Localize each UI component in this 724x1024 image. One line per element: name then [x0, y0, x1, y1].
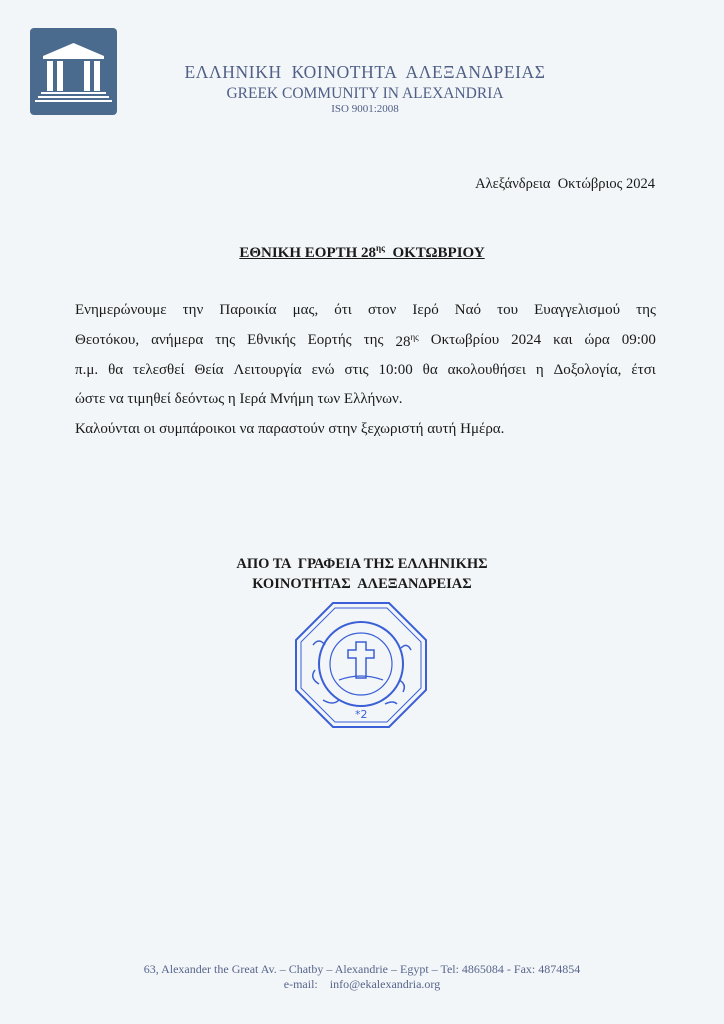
body-word: ακολουθήσει	[447, 362, 526, 378]
body-word: Οκτωβρίου	[430, 332, 500, 348]
signature-line-2: ΚΟΙΝΟΤΗΤΑΣ ΑΛΕΞΑΝΔΡΕΙΑΣ	[252, 576, 472, 592]
body-line-2	[75, 332, 656, 351]
email-label: e-mail:	[283, 977, 318, 991]
body-word: 10:00	[378, 362, 413, 378]
footer-email-row	[0, 977, 724, 992]
body-word: Ιερό	[412, 302, 439, 318]
body-word: π.μ.	[75, 362, 99, 378]
body-word: η	[535, 362, 544, 378]
body-line-4	[75, 391, 656, 408]
body-word: στις	[344, 362, 369, 378]
body-word: Θεία	[194, 362, 224, 378]
body-word: Δοξολογία,	[553, 362, 622, 378]
body-word: έτσι	[631, 362, 656, 378]
svg-text:*2: *2	[355, 708, 368, 721]
body-text: Καλούνται οι συμπάροικοι να παραστούν στην ξεχωριστή αυτή Ημέρα.	[75, 421, 505, 437]
body-word: της	[363, 332, 384, 348]
body-word: Λειτουργία	[233, 362, 302, 378]
body-line-5	[75, 421, 656, 438]
body-word: του	[497, 302, 519, 318]
body-word: θα	[422, 362, 438, 378]
body-word: Ευαγγελισμού	[534, 302, 621, 318]
body-word: Θεοτόκου,	[75, 332, 140, 348]
body-word: ενώ	[311, 362, 335, 378]
body-word: της	[636, 302, 656, 318]
document-subject	[0, 243, 724, 262]
body-word: μας,	[292, 302, 319, 318]
org-title-greek: ΕΛΛΗΝΙΚΗ ΚΟΙΝΟΤΗΤΑ ΑΛΕΞΑΝΔΡΕΙΑΣ	[184, 62, 546, 82]
body-word: 2024	[511, 332, 542, 348]
body-word: ότι	[334, 302, 352, 318]
body-line-1	[75, 302, 656, 319]
body-word: την	[182, 302, 204, 318]
subject-text: ΕΘΝΙΚΗ ΕΟΡΤΗ 28	[239, 245, 377, 261]
signature-line-1: ΑΠΟ ΤΑ ΓΡΑΦΕΙΑ ΤΗΣ ΕΛΛΗΝΙΚΗΣ	[236, 556, 488, 572]
body-word: Παροικία	[219, 302, 277, 318]
body-word: Ενημερώνουμε	[75, 302, 167, 318]
body-word: θα	[108, 362, 124, 378]
org-title-english: GREEK COMMUNITY IN ALEXANDRIA	[226, 85, 504, 102]
email-link[interactable]: info@ekalexandria.org	[329, 977, 441, 991]
body-word: και	[553, 332, 573, 348]
body-word: $28^{\eta\varsigma}$	[395, 332, 419, 350]
body-word: Ναό	[454, 302, 481, 318]
body-line-3	[75, 362, 656, 379]
body-word: της	[215, 332, 236, 348]
body-word: ώρα	[584, 332, 610, 348]
body-word: τελεσθεί	[133, 362, 185, 378]
subject-text-end: ΟΚΤΩΒΡΙΟΥ	[384, 245, 485, 261]
body-word: Εορτής	[307, 332, 352, 348]
body-text: ώστε να τιμηθεί δεόντως η Ιερά Μνήμη των Ελλήνων.	[75, 391, 403, 407]
body-word: ανήμερα	[151, 332, 204, 348]
iso-certification: ISO 9001:2008	[331, 103, 399, 115]
document-date: Αλεξάνδρεια Οκτώβριος 2024	[475, 176, 655, 192]
official-stamp	[293, 600, 429, 730]
subject-superscript: ης	[376, 243, 385, 253]
body-word: στον	[367, 302, 397, 318]
footer-address: 63, Alexander the Great Av. – Chatby – Alexandrie – Egypt – Tel: 4865084 - Fax: 4874854	[143, 962, 581, 976]
body-word: 09:00	[621, 332, 656, 348]
body-word: Εθνικής	[247, 332, 296, 348]
